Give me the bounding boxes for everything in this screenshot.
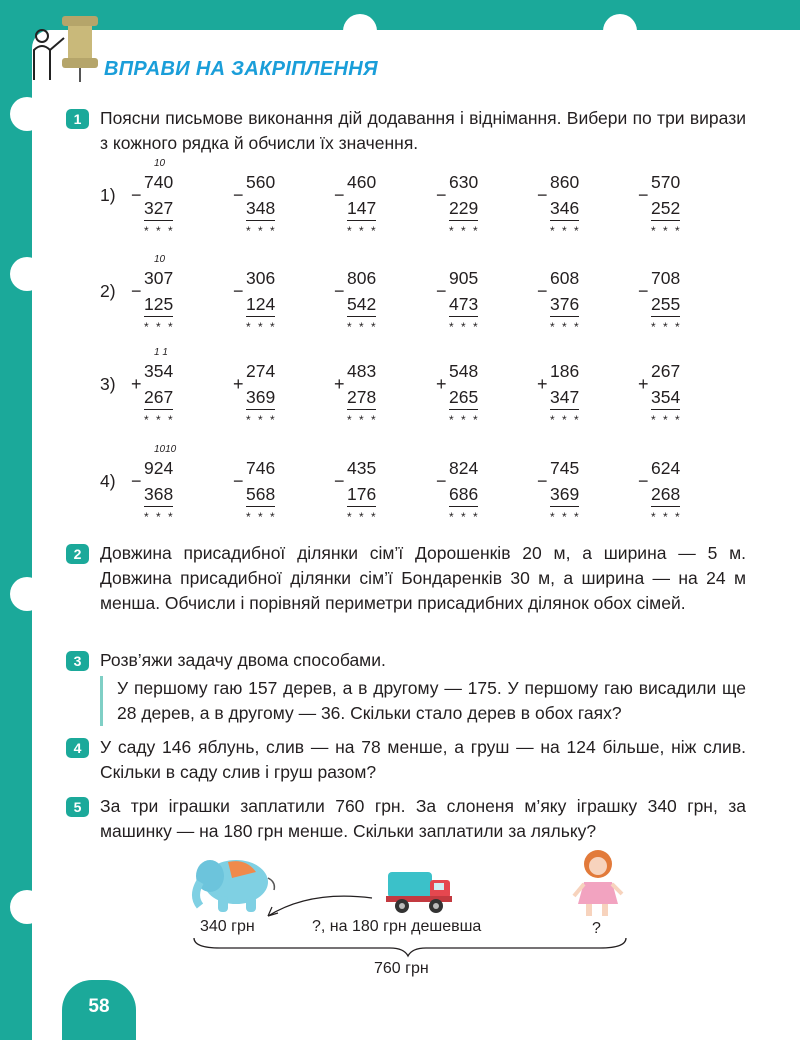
row-label: 4) <box>100 471 116 491</box>
subtrahend: 686 <box>449 484 478 507</box>
subtrahend: 278 <box>347 387 376 410</box>
subtrahend: 327 <box>144 198 173 221</box>
minuend: 905 <box>449 268 479 288</box>
minuend: 460 <box>347 172 377 192</box>
subtrahend: 348 <box>246 198 275 221</box>
minuend: 186 <box>550 361 580 381</box>
operator: − <box>131 471 142 491</box>
carry-mark: 10 <box>154 254 166 265</box>
subtrahend: 265 <box>449 387 478 410</box>
task-number: 5 <box>66 797 89 817</box>
section-title: ВПРАВИ НА ЗАКРІПЛЕННЯ <box>104 58 378 80</box>
answer-placeholder: * * * <box>449 320 480 334</box>
answer-placeholder: * * * <box>550 510 581 524</box>
operator: − <box>334 471 345 491</box>
subtrahend: 354 <box>651 387 680 410</box>
operator: + <box>233 374 244 394</box>
operator: − <box>638 185 649 205</box>
answer-placeholder: * * * <box>246 510 277 524</box>
subtrahend: 229 <box>449 198 478 221</box>
task-2 <box>66 541 746 616</box>
task-1 <box>66 106 746 156</box>
answer-placeholder: * * * <box>651 224 682 238</box>
subtrahend: 369 <box>550 484 579 507</box>
subtrahend: 125 <box>144 294 173 317</box>
subtrahend: 568 <box>246 484 275 507</box>
operator: − <box>233 281 244 301</box>
operator: − <box>334 281 345 301</box>
answer-placeholder: * * * <box>550 320 581 334</box>
row-label: 3) <box>100 374 116 394</box>
operator: − <box>131 185 142 205</box>
subtrahend: 176 <box>347 484 376 507</box>
task-number: 4 <box>66 738 89 758</box>
task-text: Розв’яжи задачу двома способами. <box>100 650 386 670</box>
operator: − <box>537 185 548 205</box>
minuend: 548 <box>449 361 479 381</box>
page-number: 58 <box>62 980 136 1040</box>
subtrahend: 147 <box>347 198 376 221</box>
subtrahend: 124 <box>246 294 275 317</box>
answer-placeholder: * * * <box>246 224 277 238</box>
minuend: 306 <box>246 268 276 288</box>
task-text: У саду 146 яблунь, слив — на 78 менше, а груш — на 124 більше, ніж слив. Скільки в саду слив і груш разом? <box>100 737 746 782</box>
answer-placeholder: * * * <box>347 224 378 238</box>
pushpin-icon <box>14 14 100 84</box>
minuend: 740 <box>144 172 174 192</box>
row-label: 1) <box>100 185 116 205</box>
binder-hole <box>10 890 44 924</box>
subtrahend: 268 <box>651 484 680 507</box>
minuend: 860 <box>550 172 580 192</box>
subtrahend: 542 <box>347 294 376 317</box>
carry-mark: 1010 <box>154 444 177 455</box>
task-number: 1 <box>66 109 89 129</box>
answer-placeholder: * * * <box>550 413 581 427</box>
binder-hole <box>10 257 44 291</box>
operator: − <box>537 471 548 491</box>
minuend: 274 <box>246 361 276 381</box>
subtrahend: 346 <box>550 198 579 221</box>
minuend: 624 <box>651 458 681 478</box>
minuend: 924 <box>144 458 174 478</box>
minuend: 570 <box>651 172 681 192</box>
task-3 <box>66 648 746 726</box>
row-label: 2) <box>100 281 116 301</box>
minuend: 435 <box>347 458 377 478</box>
operator: + <box>436 374 447 394</box>
answer-placeholder: * * * <box>144 320 175 334</box>
task-4 <box>66 735 746 785</box>
answer-placeholder: * * * <box>246 320 277 334</box>
minuend: 746 <box>246 458 276 478</box>
subtrahend: 473 <box>449 294 478 317</box>
task-text: Поясни письмове виконання дій додавання і віднімання. Вибери по три вирази з кожного рядка й обчисли їх значення. <box>100 108 746 153</box>
minuend: 630 <box>449 172 479 192</box>
operator: − <box>537 281 548 301</box>
answer-placeholder: * * * <box>449 413 480 427</box>
answer-placeholder: * * * <box>651 510 682 524</box>
answer-placeholder: * * * <box>550 224 581 238</box>
answer-placeholder: * * * <box>144 413 175 427</box>
minuend: 560 <box>246 172 276 192</box>
minuend: 708 <box>651 268 681 288</box>
subtrahend: 368 <box>144 484 173 507</box>
answer-placeholder: * * * <box>246 413 277 427</box>
operator: − <box>334 185 345 205</box>
answer-placeholder: * * * <box>347 510 378 524</box>
operator: − <box>436 281 447 301</box>
answer-placeholder: * * * <box>144 510 175 524</box>
task-text: За три іграшки заплатили 760 грн. За слоненя м’яку іграшку 340 грн, за машинку — на 180 грн менше. Скільки заплатили за ляльку? <box>100 796 746 841</box>
answer-placeholder: * * * <box>347 413 378 427</box>
elephant-price: 340 грн <box>200 918 255 935</box>
task-5 <box>66 794 746 844</box>
minuend: 307 <box>144 268 174 288</box>
answer-placeholder: * * * <box>144 224 175 238</box>
doll-price-label: ? <box>592 920 601 937</box>
minuend: 354 <box>144 361 174 381</box>
minuend: 483 <box>347 361 377 381</box>
minuend: 806 <box>347 268 377 288</box>
binder-hole <box>343 14 377 48</box>
operator: − <box>233 185 244 205</box>
operator: − <box>436 185 447 205</box>
minuend: 608 <box>550 268 580 288</box>
binder-hole <box>10 577 44 611</box>
task-number: 3 <box>66 651 89 671</box>
answer-placeholder: * * * <box>347 320 378 334</box>
binder-hole <box>10 97 44 131</box>
subtrahend: 369 <box>246 387 275 410</box>
task-number: 2 <box>66 544 89 564</box>
subtrahend: 267 <box>144 387 173 410</box>
answer-placeholder: * * * <box>449 224 480 238</box>
task-text: Довжина присадибної ділянки сім’ї Дорошенків 20 м, а ширина — 5 м. Довжина присадибної ділянки сім’ї Бондаренків 30 м, а ширина — на 24 м менша. Обчисли і порівняй периметри присадибних ділянок обох сімей. <box>100 543 746 613</box>
minuend: 267 <box>651 361 681 381</box>
subtrahend: 376 <box>550 294 579 317</box>
answer-placeholder: * * * <box>651 413 682 427</box>
carry-mark: 10 <box>154 158 166 169</box>
subtrahend: 255 <box>651 294 680 317</box>
minuend: 824 <box>449 458 479 478</box>
subtrahend: 347 <box>550 387 579 410</box>
subtrahend: 252 <box>651 198 680 221</box>
answer-placeholder: * * * <box>651 320 682 334</box>
binder-hole <box>603 14 637 48</box>
operator: + <box>334 374 345 394</box>
operator: + <box>537 374 548 394</box>
operator: − <box>638 281 649 301</box>
operator: + <box>638 374 649 394</box>
operator: − <box>233 471 244 491</box>
total-price: 760 грн <box>374 960 429 977</box>
operator: − <box>638 471 649 491</box>
minuend: 745 <box>550 458 580 478</box>
answer-placeholder: * * * <box>449 510 480 524</box>
operator: + <box>131 374 142 394</box>
task-quote: У першому гаю 157 дерев, а в другому — 175. У першому гаю висадили ще 28 дерев, а в другому — 36. Скільки стало дерев в обох гаях? <box>100 676 746 726</box>
operator: − <box>436 471 447 491</box>
car-price-label: ?, на 180 грн дешевша <box>312 918 482 935</box>
carry-mark: 1 1 <box>154 347 168 358</box>
operator: − <box>131 281 142 301</box>
